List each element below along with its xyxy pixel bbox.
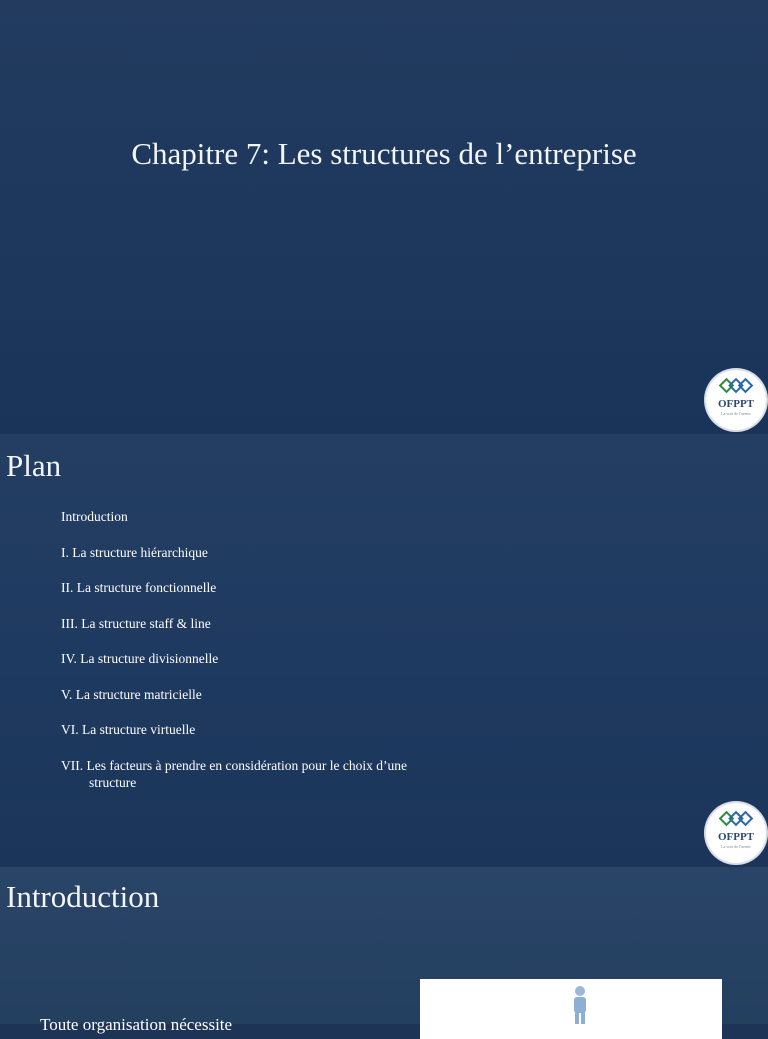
- plan-list: [61, 508, 407, 792]
- introduction-heading: Introduction: [6, 879, 160, 914]
- slide-plan: [0, 434, 768, 865]
- plan-item: [61, 757, 407, 793]
- ofppt-logo-icon: [720, 811, 752, 829]
- plan-item-text: VII. Les facteurs à prendre en considération pour le choix d’une: [61, 757, 407, 773]
- plan-item: V. La structure matricielle: [61, 686, 202, 702]
- plan-item: IV. La structure divisionnelle: [61, 651, 219, 666]
- plan-item: VI. La structure virtuelle: [61, 722, 196, 737]
- logo-text: OFPPT: [717, 398, 755, 410]
- plan-item: Introduction: [61, 509, 128, 524]
- introduction-body-text: Toute organisation nécessite: [40, 1015, 233, 1034]
- plan-item: II. La structure fonctionnelle: [61, 580, 217, 595]
- person-icon: [570, 985, 590, 1025]
- ofppt-logo-icon: [720, 378, 752, 396]
- ofppt-logo: [706, 370, 766, 430]
- slide-title: [0, 0, 768, 432]
- ofppt-logo: [706, 803, 766, 863]
- plan-item: I. La structure hiérarchique: [61, 544, 208, 560]
- plan-heading: Plan: [6, 448, 62, 483]
- logo-tagline: La voie de l'avenir: [721, 411, 751, 416]
- org-chart-image: [420, 979, 722, 1039]
- plan-item-continuation: structure: [89, 774, 137, 790]
- logo-tagline: La voie de l'avenir: [721, 844, 751, 849]
- slide-title-heading: Chapitre 7: Les structures de l’entreprise: [131, 136, 637, 171]
- logo-text: OFPPT: [717, 831, 755, 843]
- slide-introduction: [0, 867, 768, 1034]
- plan-item: III. La structure staff & line: [61, 615, 211, 631]
